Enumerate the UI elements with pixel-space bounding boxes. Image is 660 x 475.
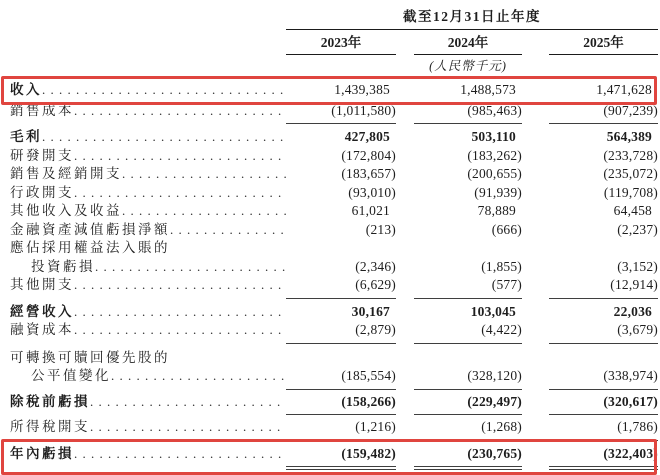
value-cell: (1,855) — [481, 258, 522, 274]
value-cell: (328,120) — [414, 367, 522, 390]
dot-leader — [111, 367, 286, 386]
value-cell: (577) — [414, 276, 522, 299]
value-cell: (1,011,580) — [286, 102, 396, 125]
row-label — [2, 276, 286, 295]
table-row — [2, 165, 660, 184]
year-header-2023: 2023年 — [286, 30, 396, 55]
value-cell: (235,072) — [603, 166, 658, 181]
dot-leader — [95, 258, 286, 277]
value-cell: 64,458 — [613, 203, 652, 218]
table-row — [2, 128, 660, 147]
value-cell: (230,765) — [414, 445, 522, 468]
row-label-text: 融資成本 — [10, 322, 74, 337]
value-cell: (93,010) — [348, 184, 396, 200]
row-label — [2, 349, 286, 368]
row-label — [2, 367, 286, 386]
value-cell: (91,939) — [474, 184, 522, 200]
row-label — [2, 445, 286, 464]
value-cell: (666) — [491, 221, 522, 237]
value-cell: (1,216) — [286, 418, 396, 441]
row-label-text: 經營收入 — [10, 303, 74, 319]
value-cell: (183,657) — [341, 166, 396, 181]
table-row — [2, 81, 660, 100]
table-row — [2, 349, 660, 368]
row-label — [2, 128, 286, 147]
value-cell: (907,239) — [549, 102, 658, 125]
row-label-text: 毛利 — [10, 129, 42, 144]
value-cell: (172,804) — [341, 147, 396, 163]
value-cell: (1,786) — [549, 418, 658, 441]
value-cell: 503,110 — [471, 129, 516, 144]
value-cell: (119,708) — [603, 184, 658, 200]
dot-leader — [42, 128, 286, 147]
value-cell: 427,805 — [344, 129, 390, 144]
table-row — [2, 367, 660, 390]
dot-leader — [90, 393, 286, 412]
dot-leader — [122, 165, 286, 184]
table-row — [2, 147, 660, 166]
table-row — [2, 239, 660, 258]
row-label-text: 可轉換可贖回優先股的 — [10, 349, 170, 365]
value-cell: 1,439,385 — [334, 82, 390, 97]
value-cell: 78,889 — [477, 203, 516, 218]
dot-leader — [74, 276, 286, 295]
value-cell: 61,021 — [351, 203, 390, 218]
row-label-text: 除稅前虧損 — [10, 393, 90, 409]
value-cell: (320,617) — [549, 393, 658, 416]
value-cell: (2,237) — [617, 221, 658, 237]
row-label — [2, 147, 286, 166]
row-label — [2, 393, 286, 412]
dot-leader — [74, 445, 286, 464]
dot-leader — [170, 221, 286, 240]
row-label-text: 收入 — [10, 82, 42, 97]
value-cell: (185,554) — [286, 367, 396, 390]
value-cell: (183,262) — [467, 147, 522, 163]
row-label-text: 投資虧損 — [31, 258, 95, 274]
row-label — [2, 221, 286, 240]
period-title: 截至12月31日止年度 — [286, 9, 658, 30]
table-header — [2, 9, 660, 74]
value-cell: 103,045 — [470, 303, 516, 319]
value-cell: (3,152) — [617, 258, 658, 274]
value-cell: (159,482) — [286, 445, 396, 468]
dot-leader — [74, 303, 286, 322]
value-cell: 22,036 — [613, 303, 652, 319]
row-label-text: 應佔採用權益法入賬的 — [10, 240, 170, 255]
row-label — [2, 165, 286, 184]
table-row — [2, 445, 660, 468]
table-row — [2, 276, 660, 299]
row-label-text: 銷售及經銷開支 — [10, 166, 122, 181]
row-label-text: 年內虧損 — [10, 445, 74, 461]
table-row — [2, 303, 660, 322]
row-label-text: 所得稅開支 — [10, 419, 90, 434]
value-cell: 564,389 — [606, 129, 652, 144]
row-label — [2, 102, 286, 121]
value-cell: (2,879) — [286, 321, 396, 344]
table-row — [2, 184, 660, 203]
dot-leader — [90, 418, 286, 437]
table-row — [2, 102, 660, 125]
value-cell: (200,655) — [467, 166, 522, 181]
table-body — [2, 81, 660, 467]
row-label-text: 公平值變化 — [31, 368, 111, 383]
value-cell: (213) — [365, 221, 396, 237]
year-header-2025: 2025年 — [549, 30, 658, 55]
row-label-text: 金融資產減值虧損淨額 — [10, 221, 170, 237]
value-cell: (229,497) — [414, 393, 522, 416]
row-label — [2, 81, 286, 100]
value-cell: (338,974) — [549, 367, 658, 390]
value-cell: (2,346) — [355, 258, 396, 274]
value-cell: 30,167 — [351, 303, 390, 319]
row-label — [2, 418, 286, 437]
row-label — [2, 202, 286, 221]
row-label-text: 其他收入及收益 — [10, 203, 122, 218]
year-header-2024: 2024年 — [414, 30, 522, 55]
value-cell: (12,914) — [549, 276, 658, 299]
table-row — [2, 418, 660, 441]
row-label — [2, 258, 286, 277]
row-label-text: 其他開支 — [10, 277, 74, 292]
value-cell: 1,471,628 — [596, 82, 652, 97]
row-label-text: 銷售成本 — [10, 102, 74, 118]
value-cell: (6,629) — [286, 276, 396, 299]
dot-leader — [74, 102, 286, 121]
row-label — [2, 184, 286, 203]
dot-leader — [74, 184, 286, 203]
value-cell: 1,488,573 — [460, 82, 516, 97]
value-cell: (3,679) — [549, 321, 658, 344]
row-label — [2, 303, 286, 322]
table-row — [2, 221, 660, 240]
dot-leader — [42, 81, 286, 100]
dot-leader — [74, 321, 286, 340]
value-cell: (158,266) — [286, 393, 396, 416]
table-row — [2, 258, 660, 277]
dot-leader — [74, 147, 286, 166]
row-label — [2, 239, 286, 258]
value-cell: (985,463) — [414, 102, 522, 125]
value-cell: (233,728) — [603, 147, 658, 163]
row-label-text: 研發開支 — [10, 147, 74, 163]
currency-note: (人民幣千元) — [429, 59, 507, 73]
value-cell: (4,422) — [414, 321, 522, 344]
table-row — [2, 202, 660, 221]
row-label-text: 行政開支 — [10, 184, 74, 200]
dot-leader — [122, 202, 286, 221]
table-row — [2, 321, 660, 344]
value-cell: (322,403) — [549, 445, 658, 468]
table-row — [2, 393, 660, 416]
value-cell: (1,268) — [414, 418, 522, 441]
row-label — [2, 321, 286, 340]
